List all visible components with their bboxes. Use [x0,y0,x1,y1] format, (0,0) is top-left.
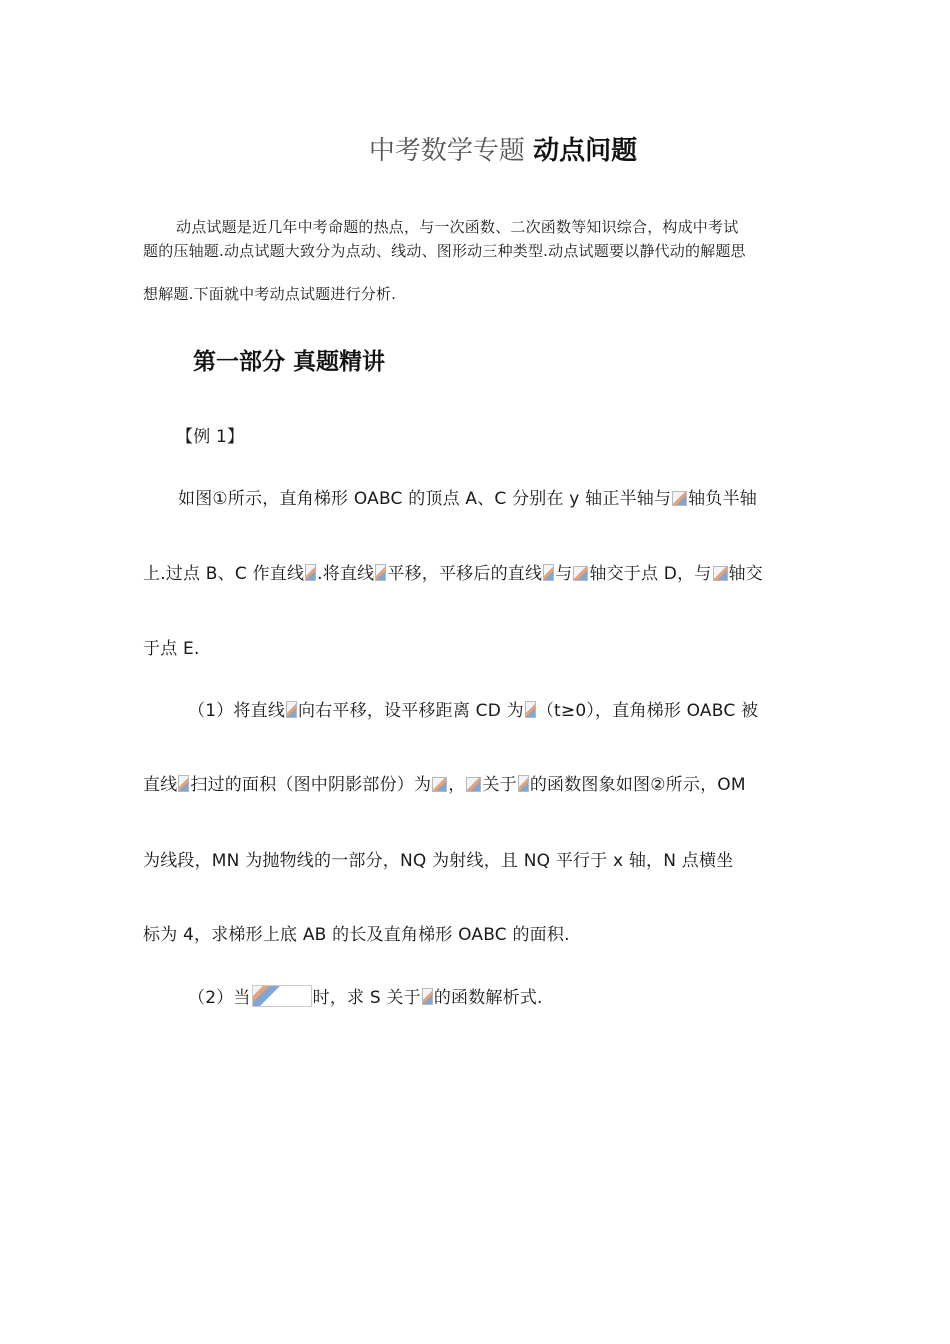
problem-line-1 [178,484,757,509]
question-1-line-4: 标为 4，求梯形上底 AB 的长及直角梯形 OABC 的面积. [143,925,570,945]
question-2-line [188,983,543,1008]
broken-image-icon [466,777,481,792]
question-text: 向右平移，设平移距离 CD 为 [298,701,524,721]
title-subject: 动点问题 [533,136,638,166]
broken-image-icon [573,566,588,581]
broken-image-icon [713,566,728,581]
broken-image-icon [286,701,297,718]
broken-image-icon [375,564,386,581]
problem-text: 轴负半轴 [688,489,757,509]
intro-line-2: 题的压轴题.动点试题大致分为点动、线动、图形动三种类型.动点试题要以静代动的解题思 [143,242,746,260]
problem-text: 上.过点 B、C 作直线 [143,564,305,584]
question-text: 的函数解析式. [433,988,543,1008]
broken-image-icon [543,564,554,581]
broken-image-icon [672,491,687,506]
question-1-line-1 [188,696,758,721]
title-topic: 中考数学专题 [368,136,525,166]
question-text: 直线 [143,775,178,795]
problem-text: .将直线 [317,564,375,584]
question-1-line-3: 为线段，MN 为抛物线的一部分，NQ 为射线，且 NQ 平行于 x 轴，N 点横坐 [143,851,734,871]
broken-image-icon [432,777,447,792]
question-text: 时，求 S 关于 [312,988,421,1008]
problem-text: 平移，平移后的直线 [387,564,543,584]
problem-text: 轴交 [728,564,763,584]
question-text: 的函数图象如图②所示，OM [529,775,746,795]
section-heading: 第一部分 真题精讲 [193,349,386,375]
problem-text: 如图①所示，直角梯形 OABC 的顶点 A、C 分别在 y 轴正半轴与 [178,489,672,509]
question-text: 扫过的面积（图中阴影部份）为 [190,775,432,795]
problem-line-3: 于点 E. [143,639,200,659]
question-text: （1）将直线 [188,701,286,721]
broken-image-icon [252,985,312,1007]
broken-image-icon [518,775,529,792]
question-1-line-2 [143,770,746,795]
intro-line-3: 想解题.下面就中考动点试题进行分析. [143,285,397,303]
example-label: 【例 1】 [176,427,245,447]
question-text: （t≥0），直角梯形 OABC 被 [536,701,759,721]
problem-text: 与 [555,564,573,584]
broken-image-icon [422,988,433,1005]
problem-line-2 [143,559,763,584]
problem-text: 轴交于点 D，与 [589,564,712,584]
question-text: ， [448,775,466,795]
intro-line-1: 动点试题是近几年中考命题的热点，与一次函数、二次函数等知识综合，构成中考试 [176,218,739,236]
broken-image-icon [305,564,316,581]
broken-image-icon [525,701,536,718]
question-text: 关于 [482,775,517,795]
document-title [0,130,950,167]
question-text: （2）当 [188,988,251,1008]
broken-image-icon [178,775,189,792]
